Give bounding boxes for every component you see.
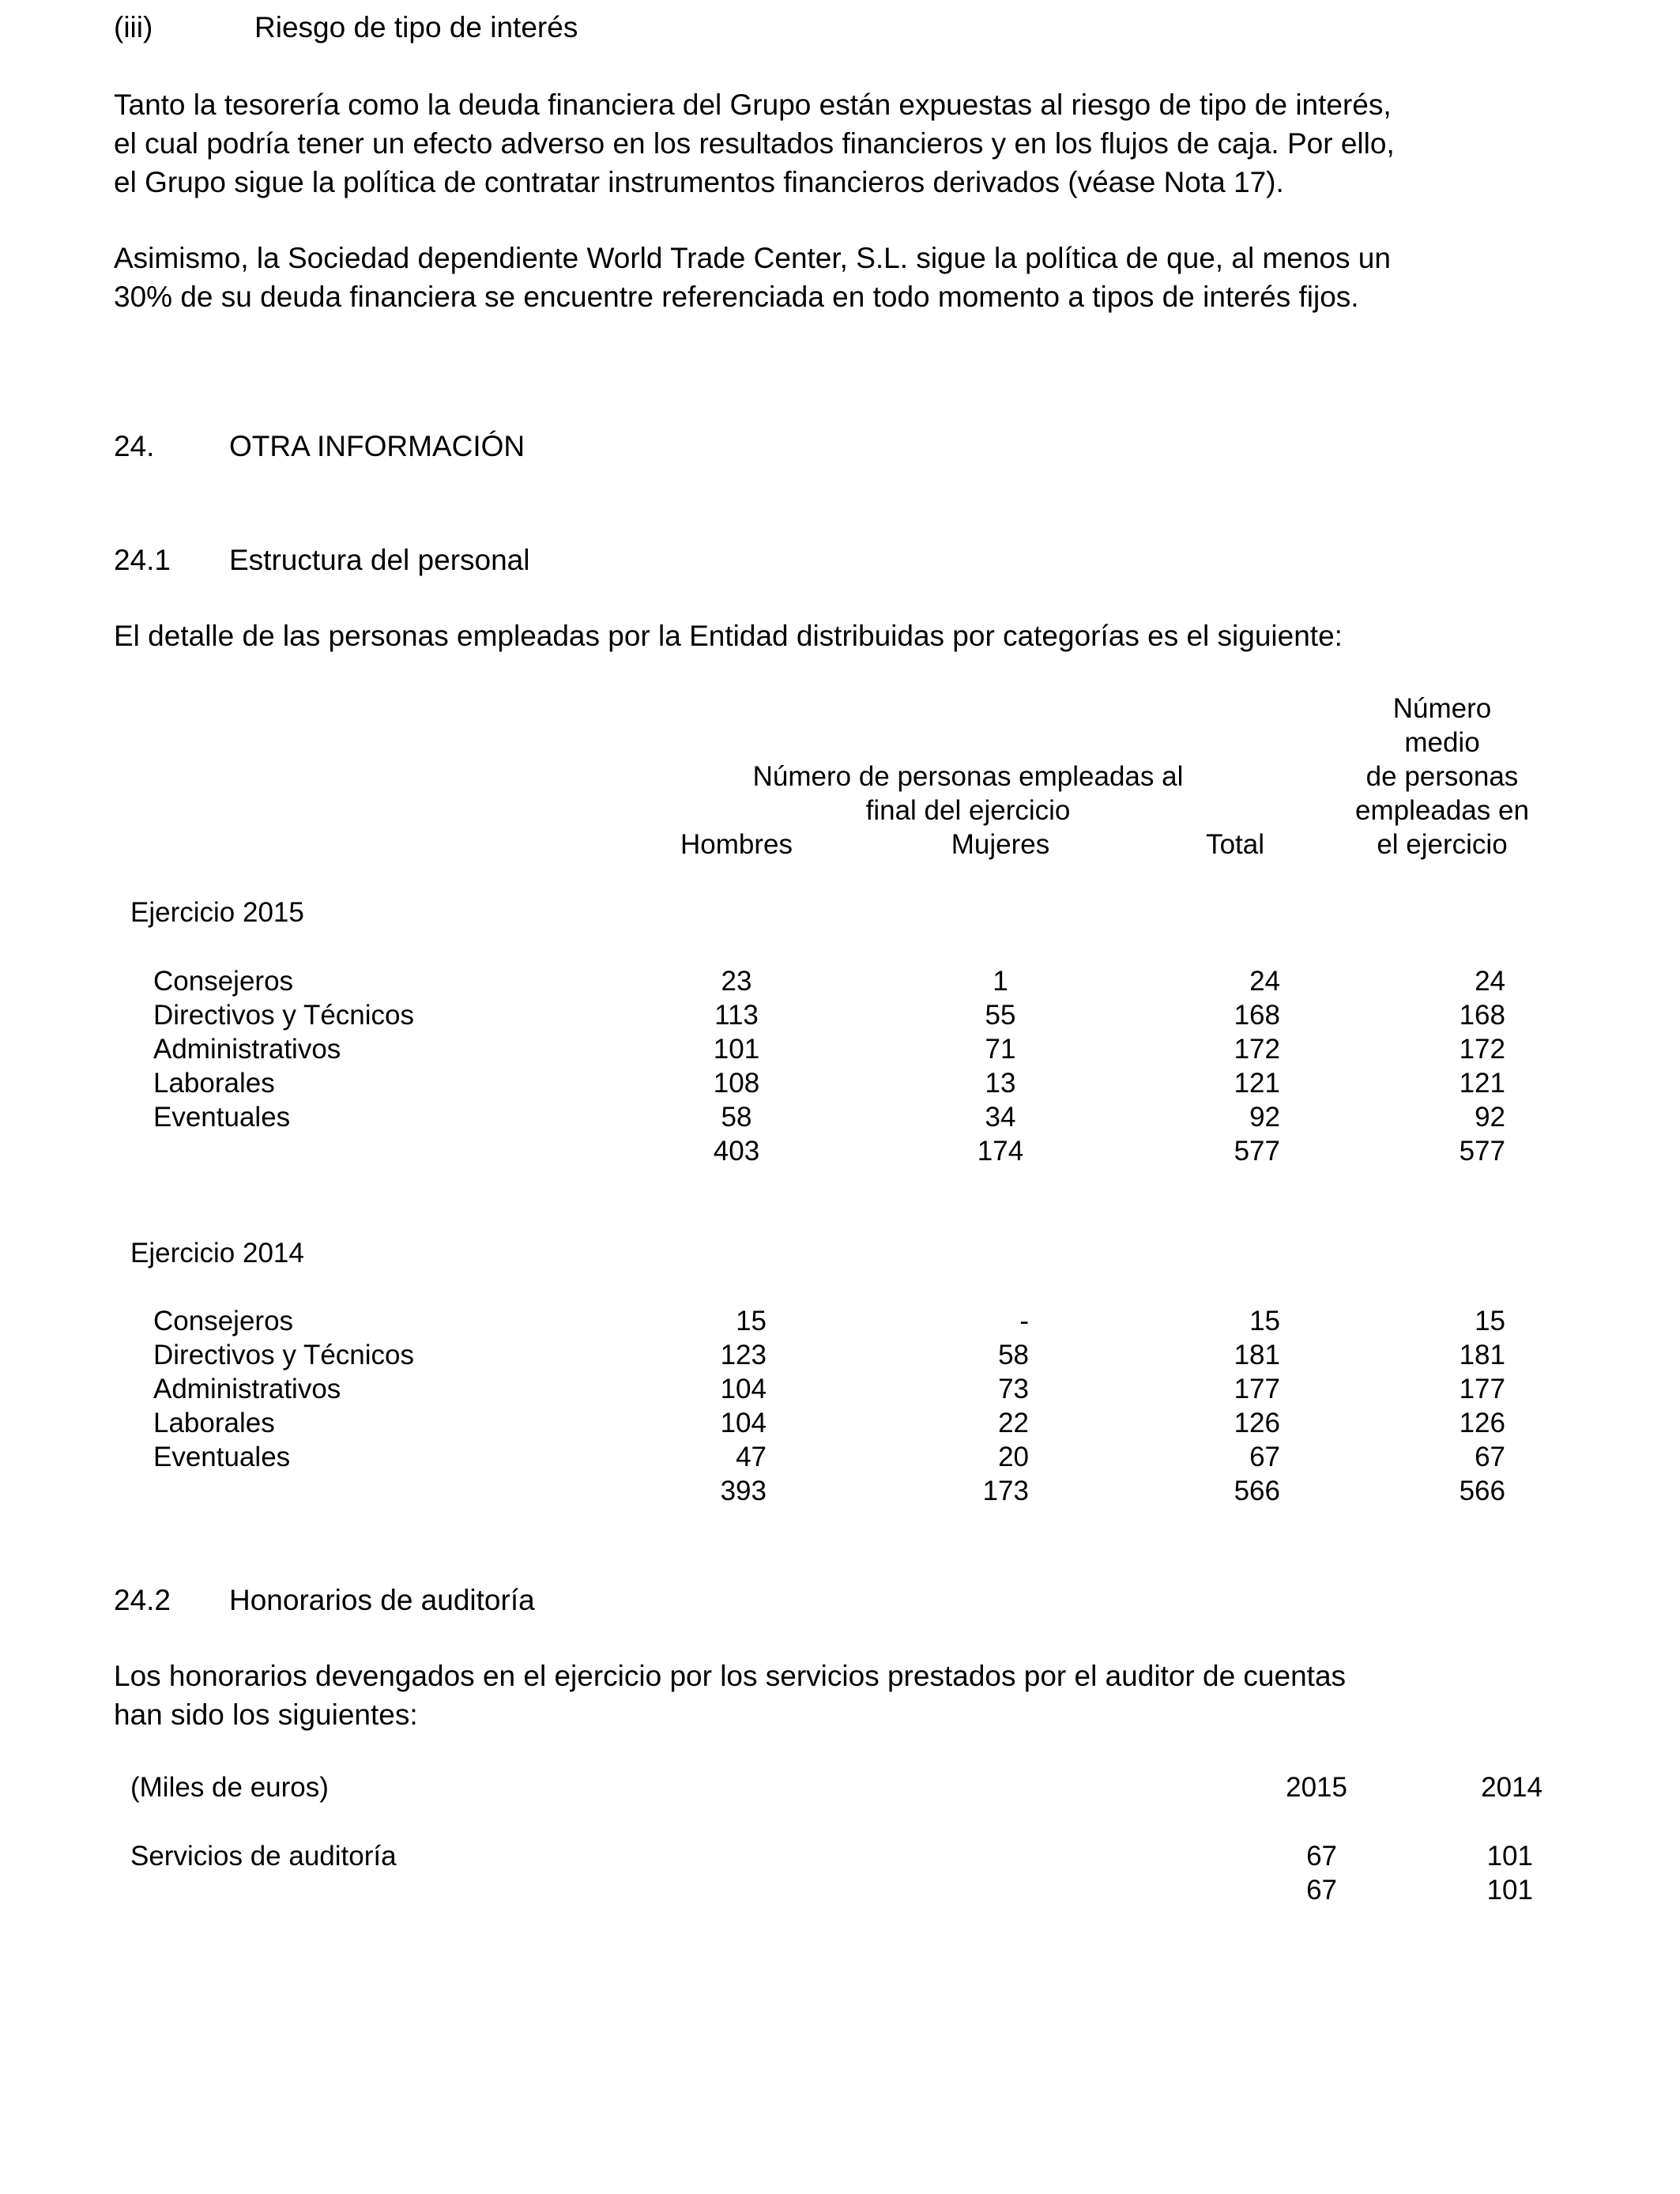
avg-header-line: Número: [1392, 693, 1492, 724]
cell-hombres: 104: [720, 1408, 767, 1438]
total-mujeres: 173: [982, 1476, 1029, 1506]
col-header-hombres: Hombres: [680, 829, 793, 860]
fees-unit-label: (Miles de euros): [130, 1772, 329, 1803]
total-total: 577: [1234, 1136, 1280, 1167]
paragraph-line: Asimismo, la Sociedad dependiente World Trade Center, S.L. sigue la política de que, al menos un: [114, 242, 1391, 274]
avg-header-line: de personas: [1365, 761, 1519, 792]
fees-total-2015: 67: [1306, 1875, 1337, 1906]
row-category: Laborales: [153, 1068, 275, 1099]
year-label: Ejercicio 2015: [130, 897, 304, 928]
cell-mujeres: 55: [985, 1000, 1016, 1031]
fees-col-2014: 2014: [1481, 1772, 1543, 1803]
cell-average: 15: [1475, 1306, 1505, 1336]
cell-total: 92: [1249, 1102, 1280, 1133]
cell-hombres: 113: [714, 1000, 759, 1031]
cell-hombres: 47: [736, 1442, 767, 1472]
cell-average: 181: [1459, 1340, 1505, 1370]
group-header-line: final del ejercicio: [865, 795, 1071, 826]
total-hombres: 403: [713, 1136, 760, 1167]
cell-total: 168: [1234, 1000, 1280, 1031]
cell-average: 24: [1475, 966, 1505, 997]
fees-col-2015: 2015: [1286, 1772, 1347, 1803]
cell-average: 67: [1475, 1442, 1505, 1472]
row-category: Laborales: [153, 1408, 275, 1438]
cell-mujeres: 73: [998, 1374, 1029, 1404]
total-average: 566: [1459, 1476, 1505, 1506]
row-category: Administrativos: [153, 1034, 341, 1065]
row-category: Consejeros: [153, 966, 294, 997]
paragraph-line: Los honorarios devengados en el ejercicio por los servicios prestados por el auditor de cuentas: [114, 1660, 1347, 1692]
row-category: Eventuales: [153, 1102, 291, 1133]
cell-mujeres: -: [1019, 1306, 1029, 1336]
cell-mujeres: 22: [998, 1408, 1029, 1438]
section-iii-title: Riesgo de tipo de interés: [254, 11, 578, 43]
fees-row-label: Servicios de auditoría: [130, 1841, 397, 1872]
cell-total: 126: [1234, 1408, 1280, 1438]
cell-hombres: 23: [721, 966, 752, 997]
paragraph-line: han sido los siguientes:: [114, 1698, 418, 1731]
cell-hombres: 58: [721, 1102, 752, 1133]
section-24-2-number: 24.2: [114, 1584, 171, 1616]
row-category: Consejeros: [153, 1306, 294, 1336]
col-header-total: Total: [1206, 829, 1264, 860]
cell-hombres: 101: [713, 1034, 760, 1065]
cell-total: 177: [1234, 1374, 1280, 1404]
cell-mujeres: 1: [993, 966, 1008, 997]
year-label: Ejercicio 2014: [130, 1238, 304, 1269]
cell-mujeres: 34: [985, 1102, 1016, 1133]
avg-header-line: medio: [1404, 727, 1480, 758]
section-24-number: 24.: [114, 430, 155, 462]
section-24-2-title: Honorarios de auditoría: [229, 1584, 535, 1616]
total-mujeres: 174: [977, 1136, 1024, 1167]
cell-hombres: 123: [720, 1340, 767, 1370]
total-average: 577: [1459, 1136, 1505, 1167]
paragraph-line: Tanto la tesorería como la deuda financiera del Grupo están expuestas al riesgo de tipo de interés,: [114, 89, 1392, 121]
section-24-1-number: 24.1: [114, 544, 171, 576]
row-category: Administrativos: [153, 1374, 341, 1404]
cell-total: 181: [1234, 1340, 1280, 1370]
cell-hombres: 104: [720, 1374, 767, 1404]
cell-total: 172: [1234, 1034, 1280, 1065]
avg-header-line: el ejercicio: [1377, 829, 1508, 860]
cell-total: 15: [1249, 1306, 1280, 1336]
cell-average: 92: [1475, 1102, 1505, 1133]
fees-total-2014: 101: [1486, 1875, 1533, 1906]
fees-row-2014: 101: [1486, 1841, 1533, 1872]
paragraph-line: 30% de su deuda financiera se encuentre referenciada en todo momento a tipos de interés fijos.: [114, 281, 1359, 313]
paragraph-line: el Grupo sigue la política de contratar instrumentos financieros derivados (véase Nota 17).: [114, 166, 1284, 198]
section-24-title: OTRA INFORMACIÓN: [229, 430, 525, 462]
cell-total: 24: [1249, 966, 1280, 997]
cell-average: 121: [1459, 1068, 1505, 1099]
section-iii-number: (iii): [114, 11, 153, 43]
paragraph-line: el cual podría tener un efecto adverso en los resultados financieros y en los flujos de caja. Por ello,: [114, 127, 1395, 160]
cell-mujeres: 13: [985, 1068, 1016, 1099]
cell-average: 172: [1459, 1034, 1505, 1065]
cell-hombres: 15: [736, 1306, 767, 1336]
cell-total: 67: [1249, 1442, 1280, 1472]
total-hombres: 393: [720, 1476, 767, 1506]
row-category: Eventuales: [153, 1442, 291, 1472]
cell-mujeres: 71: [985, 1034, 1016, 1065]
avg-header-line: empleadas en: [1355, 795, 1529, 826]
row-category: Directivos y Técnicos: [153, 1340, 415, 1370]
group-header-line: Número de personas empleadas al: [752, 761, 1184, 792]
cell-average: 126: [1459, 1408, 1505, 1438]
cell-average: 177: [1459, 1374, 1505, 1404]
row-category: Directivos y Técnicos: [153, 1000, 415, 1031]
cell-mujeres: 58: [998, 1340, 1029, 1370]
total-total: 566: [1234, 1476, 1280, 1506]
col-header-mujeres: Mujeres: [951, 829, 1050, 860]
cell-mujeres: 20: [998, 1442, 1029, 1472]
cell-hombres: 108: [713, 1068, 760, 1099]
section-24-1-title: Estructura del personal: [229, 544, 530, 576]
fees-row-2015: 67: [1306, 1841, 1337, 1872]
paragraph-line: El detalle de las personas empleadas por la Entidad distribuidas por categorías es el siguiente:: [114, 620, 1343, 652]
cell-total: 121: [1234, 1068, 1280, 1099]
cell-average: 168: [1459, 1000, 1505, 1031]
